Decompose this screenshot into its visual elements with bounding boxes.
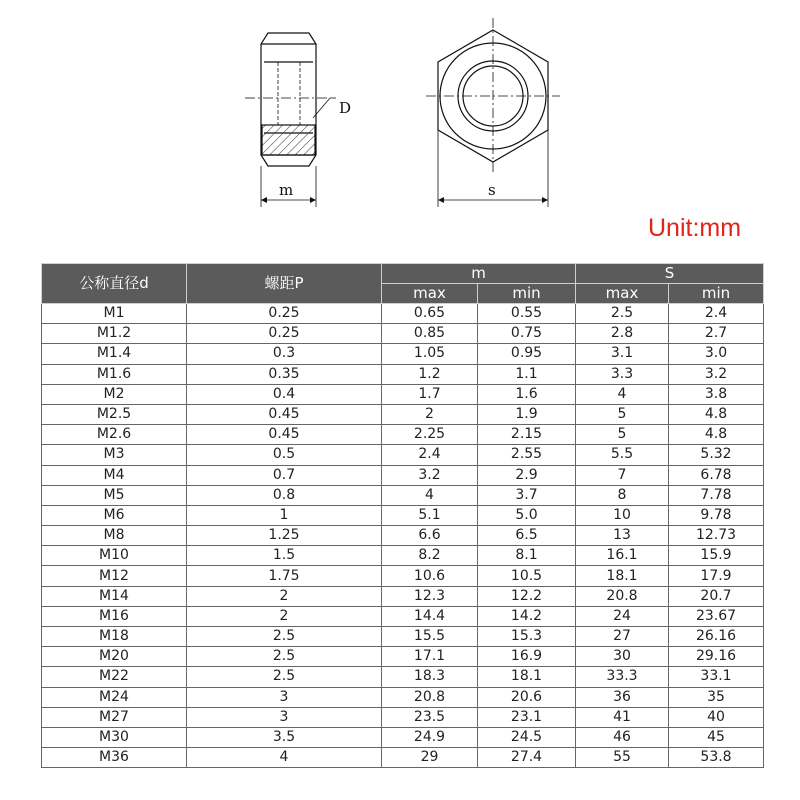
cell-s-max: 16.1	[576, 546, 669, 566]
table-row	[42, 404, 764, 424]
cell-m-max: 4	[382, 485, 478, 505]
cell-m-max: 23.5	[382, 707, 478, 727]
cell-nominal-diameter: M6	[42, 505, 187, 525]
cell-pitch: 0.45	[187, 404, 382, 424]
cell-pitch: 2.5	[187, 667, 382, 687]
cell-pitch: 0.35	[187, 364, 382, 384]
cell-m-max: 12.3	[382, 586, 478, 606]
cell-nominal-diameter: M10	[42, 546, 187, 566]
cell-m-min: 27.4	[478, 748, 576, 768]
hex-nut-drawing	[0, 0, 800, 215]
cell-pitch: 0.45	[187, 425, 382, 445]
table-header-row	[42, 264, 764, 284]
cell-pitch: 2.5	[187, 627, 382, 647]
cell-pitch: 0.7	[187, 465, 382, 485]
cell-s-min: 29.16	[669, 647, 764, 667]
header-m-min: min	[478, 284, 576, 304]
cell-m-min: 1.9	[478, 404, 576, 424]
table-row	[42, 707, 764, 727]
table-row	[42, 324, 764, 344]
cell-m-min: 0.95	[478, 344, 576, 364]
cell-s-max: 7	[576, 465, 669, 485]
cell-pitch: 1.25	[187, 526, 382, 546]
cell-s-max: 20.8	[576, 586, 669, 606]
cell-m-min: 3.7	[478, 485, 576, 505]
cell-nominal-diameter: M2.6	[42, 425, 187, 445]
cell-s-min: 2.7	[669, 324, 764, 344]
table-row	[42, 748, 764, 768]
cell-s-max: 2.8	[576, 324, 669, 344]
cell-m-min: 5.0	[478, 505, 576, 525]
cell-s-min: 2.4	[669, 304, 764, 324]
table-row	[42, 425, 764, 445]
cell-s-min: 33.1	[669, 667, 764, 687]
cell-m-max: 29	[382, 748, 478, 768]
cell-pitch: 0.25	[187, 324, 382, 344]
cell-pitch: 0.4	[187, 384, 382, 404]
cell-s-max: 13	[576, 526, 669, 546]
table-row	[42, 384, 764, 404]
cell-m-max: 6.6	[382, 526, 478, 546]
cell-nominal-diameter: M1.6	[42, 364, 187, 384]
cell-s-max: 3.3	[576, 364, 669, 384]
cell-nominal-diameter: M4	[42, 465, 187, 485]
cell-pitch: 2.5	[187, 647, 382, 667]
header-nominal-diameter: 公称直径d	[42, 264, 187, 304]
cell-s-max: 18.1	[576, 566, 669, 586]
table-row	[42, 606, 764, 626]
cell-s-max: 46	[576, 727, 669, 747]
cell-nominal-diameter: M12	[42, 566, 187, 586]
cell-m-min: 15.3	[478, 627, 576, 647]
cell-pitch: 2	[187, 586, 382, 606]
table-body	[42, 304, 764, 768]
cell-pitch: 3	[187, 687, 382, 707]
cell-s-max: 5	[576, 425, 669, 445]
cell-s-min: 5.32	[669, 445, 764, 465]
cell-pitch: 2	[187, 606, 382, 626]
cell-s-min: 15.9	[669, 546, 764, 566]
cell-m-max: 20.8	[382, 687, 478, 707]
cell-pitch: 3	[187, 707, 382, 727]
cell-m-min: 1.1	[478, 364, 576, 384]
cell-m-max: 15.5	[382, 627, 478, 647]
height-label: m	[279, 181, 294, 199]
cell-s-min: 4.8	[669, 425, 764, 445]
cell-m-max: 2.25	[382, 425, 478, 445]
cell-m-max: 17.1	[382, 647, 478, 667]
cell-nominal-diameter: M24	[42, 687, 187, 707]
cell-s-min: 6.78	[669, 465, 764, 485]
header-thread-pitch: 螺距P	[187, 264, 382, 304]
cell-nominal-diameter: M8	[42, 526, 187, 546]
unit-label: Unit:mm	[648, 214, 742, 242]
cell-nominal-diameter: M16	[42, 606, 187, 626]
cell-m-min: 2.9	[478, 465, 576, 485]
cell-nominal-diameter: M14	[42, 586, 187, 606]
cell-nominal-diameter: M1	[42, 304, 187, 324]
table-row	[42, 546, 764, 566]
cell-nominal-diameter: M22	[42, 667, 187, 687]
cell-pitch: 4	[187, 748, 382, 768]
table-row	[42, 727, 764, 747]
cell-m-min: 16.9	[478, 647, 576, 667]
cell-s-min: 3.0	[669, 344, 764, 364]
cell-m-min: 14.2	[478, 606, 576, 626]
cell-m-min: 24.5	[478, 727, 576, 747]
cell-s-max: 55	[576, 748, 669, 768]
header-width-s: S	[576, 264, 764, 284]
nut-dimension-table	[41, 263, 764, 768]
cell-s-min: 35	[669, 687, 764, 707]
cell-m-max: 18.3	[382, 667, 478, 687]
cell-m-min: 12.2	[478, 586, 576, 606]
cell-m-max: 0.65	[382, 304, 478, 324]
cell-s-max: 24	[576, 606, 669, 626]
cell-m-max: 0.85	[382, 324, 478, 344]
cell-nominal-diameter: M18	[42, 627, 187, 647]
table-row	[42, 687, 764, 707]
table-row	[42, 485, 764, 505]
table-row	[42, 344, 764, 364]
cell-m-min: 6.5	[478, 526, 576, 546]
table-row	[42, 445, 764, 465]
cell-s-max: 5.5	[576, 445, 669, 465]
cell-nominal-diameter: M1.4	[42, 344, 187, 364]
cell-m-min: 0.75	[478, 324, 576, 344]
cell-m-max: 24.9	[382, 727, 478, 747]
cell-nominal-diameter: M2.5	[42, 404, 187, 424]
header-s-min: min	[669, 284, 764, 304]
table-row	[42, 586, 764, 606]
cell-m-max: 1.05	[382, 344, 478, 364]
cell-nominal-diameter: M5	[42, 485, 187, 505]
cell-pitch: 3.5	[187, 727, 382, 747]
table-row	[42, 667, 764, 687]
cell-nominal-diameter: M1.2	[42, 324, 187, 344]
cell-m-min: 18.1	[478, 667, 576, 687]
cell-pitch: 0.25	[187, 304, 382, 324]
cell-s-min: 12.73	[669, 526, 764, 546]
header-s-max: max	[576, 284, 669, 304]
cell-m-min: 8.1	[478, 546, 576, 566]
table-row	[42, 647, 764, 667]
cell-s-max: 5	[576, 404, 669, 424]
cell-m-max: 5.1	[382, 505, 478, 525]
cell-nominal-diameter: M30	[42, 727, 187, 747]
cell-s-min: 26.16	[669, 627, 764, 647]
cell-s-min: 7.78	[669, 485, 764, 505]
cell-nominal-diameter: M3	[42, 445, 187, 465]
cell-m-max: 10.6	[382, 566, 478, 586]
cell-s-max: 33.3	[576, 667, 669, 687]
cell-s-max: 4	[576, 384, 669, 404]
cell-pitch: 0.8	[187, 485, 382, 505]
cell-m-min: 10.5	[478, 566, 576, 586]
cell-m-max: 8.2	[382, 546, 478, 566]
cell-m-max: 2.4	[382, 445, 478, 465]
cell-s-min: 23.67	[669, 606, 764, 626]
cell-s-min: 45	[669, 727, 764, 747]
header-m-max: max	[382, 284, 478, 304]
cell-s-min: 3.2	[669, 364, 764, 384]
cell-nominal-diameter: M36	[42, 748, 187, 768]
cell-nominal-diameter: M27	[42, 707, 187, 727]
cell-m-min: 0.55	[478, 304, 576, 324]
table-row	[42, 465, 764, 485]
cell-m-min: 20.6	[478, 687, 576, 707]
cell-s-min: 40	[669, 707, 764, 727]
cell-s-max: 3.1	[576, 344, 669, 364]
header-height-m: m	[382, 264, 576, 284]
cell-nominal-diameter: M20	[42, 647, 187, 667]
nut-front-view	[426, 18, 560, 207]
cell-m-min: 23.1	[478, 707, 576, 727]
table-row	[42, 505, 764, 525]
cell-m-max: 1.2	[382, 364, 478, 384]
cell-pitch: 0.5	[187, 445, 382, 465]
table-row	[42, 627, 764, 647]
cell-s-min: 3.8	[669, 384, 764, 404]
cell-m-max: 2	[382, 404, 478, 424]
thread-diameter-label: D	[339, 99, 352, 117]
cell-m-min: 2.55	[478, 445, 576, 465]
cell-s-max: 8	[576, 485, 669, 505]
cell-m-min: 1.6	[478, 384, 576, 404]
cell-m-max: 1.7	[382, 384, 478, 404]
table-row	[42, 566, 764, 586]
cell-m-max: 14.4	[382, 606, 478, 626]
table-row	[42, 364, 764, 384]
cell-pitch: 1.5	[187, 546, 382, 566]
cell-s-min: 20.7	[669, 586, 764, 606]
table-row	[42, 526, 764, 546]
cell-nominal-diameter: M2	[42, 384, 187, 404]
cell-s-max: 2.5	[576, 304, 669, 324]
cell-s-min: 53.8	[669, 748, 764, 768]
table-row	[42, 304, 764, 324]
cell-m-min: 2.15	[478, 425, 576, 445]
cell-s-max: 30	[576, 647, 669, 667]
cell-pitch: 1	[187, 505, 382, 525]
cell-pitch: 1.75	[187, 566, 382, 586]
width-across-flats-label: s	[488, 181, 496, 199]
cell-pitch: 0.3	[187, 344, 382, 364]
cell-m-max: 3.2	[382, 465, 478, 485]
cell-s-min: 9.78	[669, 505, 764, 525]
cell-s-min: 17.9	[669, 566, 764, 586]
cell-s-min: 4.8	[669, 404, 764, 424]
cell-s-max: 10	[576, 505, 669, 525]
cell-s-max: 41	[576, 707, 669, 727]
cell-s-max: 27	[576, 627, 669, 647]
cell-s-max: 36	[576, 687, 669, 707]
